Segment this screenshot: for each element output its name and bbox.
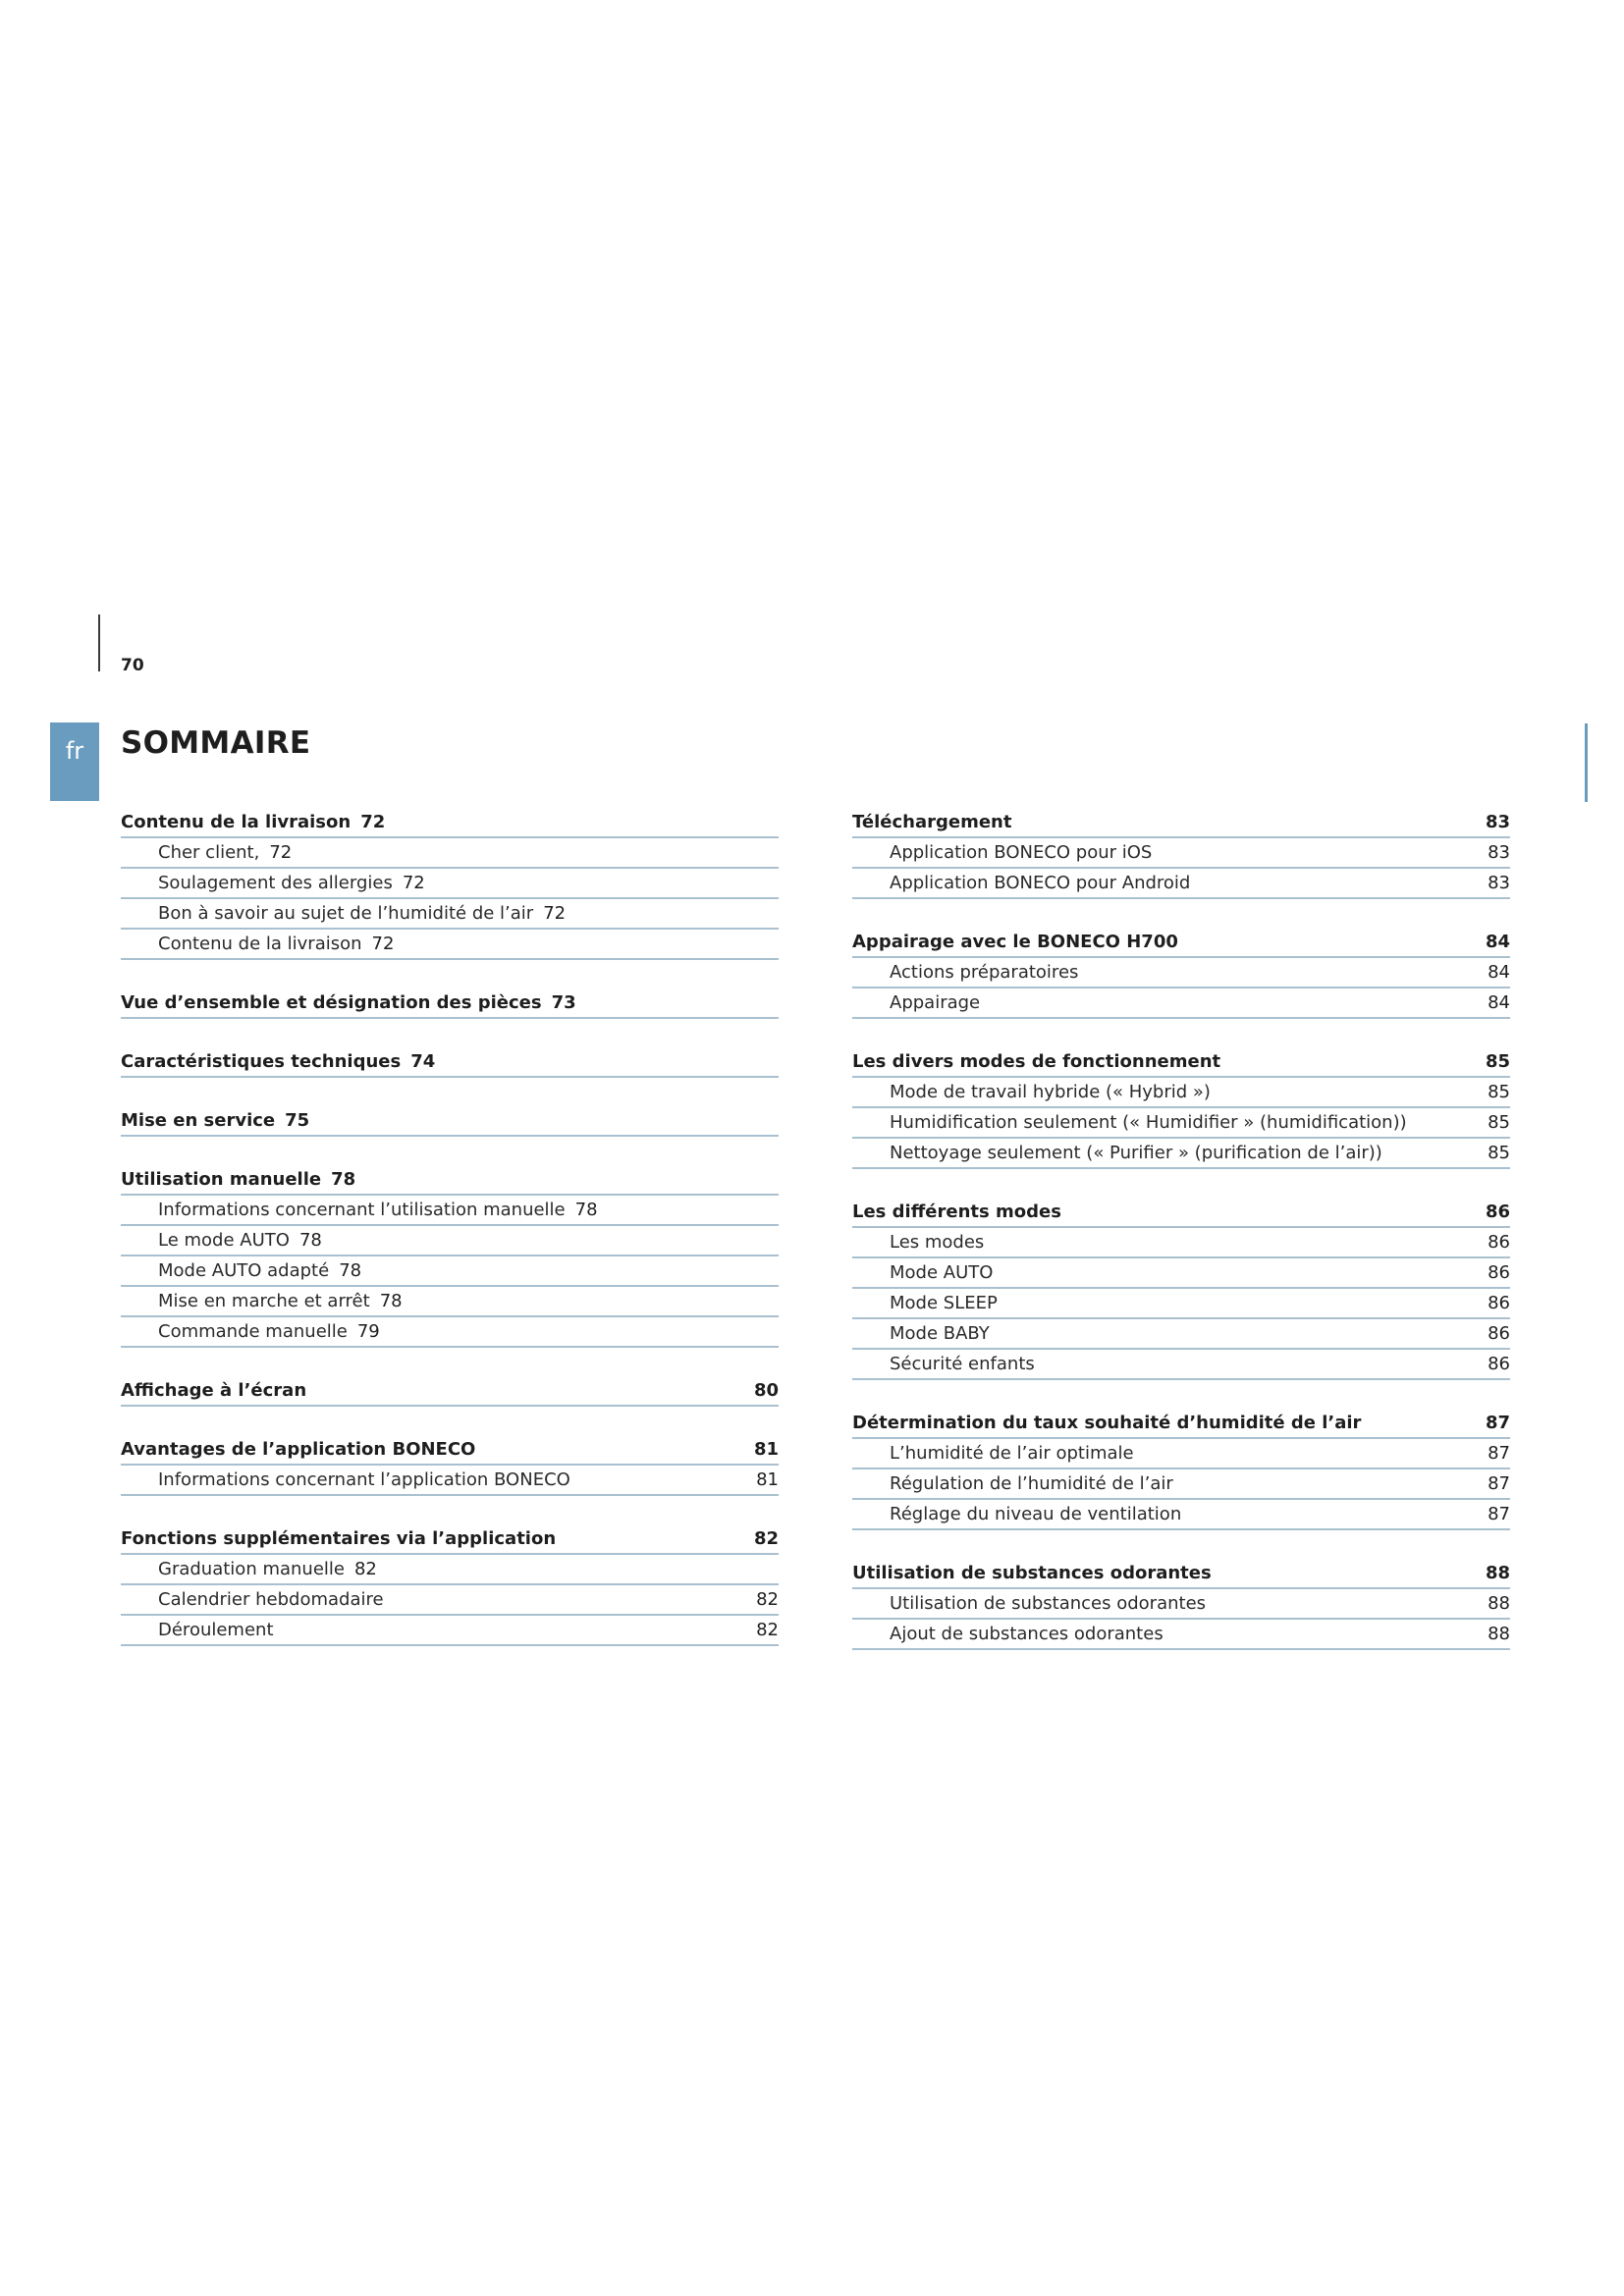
- toc-entry-title: Le mode AUTO: [158, 1230, 290, 1251]
- toc-entry-title: Humidification seulement (« Humidifier » (humidification)): [890, 1112, 1407, 1133]
- toc-section-heading[interactable]: [852, 1048, 1510, 1078]
- toc-entry-title: Mode AUTO adapté: [158, 1260, 330, 1281]
- toc-entry-title: Informations concernant l’application BONECO: [158, 1469, 570, 1490]
- toc-gap: [121, 1020, 779, 1048]
- toc-gap: [121, 961, 779, 989]
- toc-entry-page: 72: [360, 812, 386, 832]
- toc-section-heading[interactable]: [121, 1048, 779, 1078]
- toc-entry-title: Cher client,: [158, 842, 260, 863]
- toc-entry-page: 85: [1488, 1143, 1510, 1163]
- toc-entry[interactable]: [121, 870, 779, 899]
- toc-entry[interactable]: [852, 1140, 1510, 1169]
- toc-entry-page: 83: [1488, 873, 1510, 893]
- toc-section-heading[interactable]: [121, 1107, 779, 1137]
- toc-entry[interactable]: [852, 959, 1510, 988]
- toc-entry[interactable]: [121, 1257, 779, 1287]
- toc-entry-title: Actions préparatoires: [890, 962, 1079, 983]
- toc-entry-page: 85: [1488, 1112, 1510, 1133]
- toc-entry[interactable]: [852, 1229, 1510, 1258]
- toc-entry-page: 84: [1488, 962, 1510, 983]
- right-margin-rule: [1585, 723, 1588, 802]
- toc-entry-page: 75: [285, 1110, 310, 1131]
- toc-entry-title: Nettoyage seulement (« Purifier » (purification de l’air)): [890, 1143, 1382, 1163]
- toc-section-heading[interactable]: [121, 989, 779, 1019]
- toc-entry-title: Graduation manuelle: [158, 1559, 345, 1579]
- toc-entry-title: Calendrier hebdomadaire: [158, 1589, 384, 1610]
- toc-section-heading[interactable]: [121, 1525, 779, 1555]
- toc-section-heading[interactable]: [852, 1199, 1510, 1228]
- toc-gap: [852, 900, 1510, 929]
- toc-entry-page: 86: [1488, 1293, 1510, 1313]
- toc-entry-page: 78: [298, 1230, 322, 1251]
- toc-section-heading[interactable]: [121, 1436, 779, 1466]
- toc-entry-title: Mise en marche et arrêt: [158, 1291, 370, 1311]
- toc-entry-page: 72: [269, 842, 293, 863]
- toc-gap: [852, 1381, 1510, 1410]
- toc-entry-title: Contenu de la livraison: [158, 934, 362, 954]
- toc-gap: [852, 1531, 1510, 1560]
- toc-entry-title: Réglage du niveau de ventilation: [890, 1504, 1182, 1524]
- toc-entry-page: 87: [1488, 1473, 1510, 1494]
- toc-entry[interactable]: [852, 1351, 1510, 1380]
- toc-entry[interactable]: [852, 1501, 1510, 1530]
- toc-entry-title: Appairage avec le BONECO H700: [852, 932, 1178, 952]
- toc-section-heading[interactable]: [852, 929, 1510, 958]
- toc-entry[interactable]: [852, 1470, 1510, 1500]
- toc-entry-title: Mode BABY: [890, 1323, 990, 1344]
- toc-entry-title: Les différents modes: [852, 1201, 1061, 1222]
- toc-entry-title: Les divers modes de fonctionnement: [852, 1051, 1221, 1072]
- toc-entry[interactable]: [852, 1290, 1510, 1319]
- toc-entry-title: Application BONECO pour iOS: [890, 842, 1153, 863]
- toc-entry-title: Utilisation de substances odorantes: [890, 1593, 1207, 1614]
- toc-entry-page: 86: [1488, 1323, 1510, 1344]
- toc-entry-page: 72: [402, 873, 425, 893]
- toc-entry-title: Utilisation de substances odorantes: [852, 1563, 1212, 1583]
- toc-entry-page: 79: [356, 1321, 380, 1342]
- toc-entry[interactable]: [852, 989, 1510, 1019]
- toc-section-heading[interactable]: [852, 1410, 1510, 1439]
- toc-entry-page: 87: [1488, 1443, 1510, 1464]
- toc-entry[interactable]: [852, 1109, 1510, 1139]
- toc-gap: [121, 1497, 779, 1525]
- toc-entry[interactable]: [852, 1590, 1510, 1620]
- toc-section-heading[interactable]: [121, 1166, 779, 1196]
- toc-gap: [852, 1020, 1510, 1048]
- toc-gap: [121, 1079, 779, 1107]
- toc-entry-page: 82: [753, 1528, 779, 1549]
- language-tab: fr: [50, 722, 99, 801]
- toc-entry-page: 81: [753, 1439, 779, 1460]
- toc-entry-page: 86: [1488, 1232, 1510, 1253]
- toc-entry-page: 86: [1485, 1201, 1510, 1222]
- toc-entry-title: Caractéristiques techniques: [121, 1051, 402, 1072]
- toc-entry-title: Appairage: [890, 992, 981, 1013]
- toc-entry[interactable]: [852, 1440, 1510, 1469]
- toc-entry-page: 81: [756, 1469, 779, 1490]
- toc-entry-page: 84: [1488, 992, 1510, 1013]
- toc-entry-page: 87: [1485, 1413, 1510, 1433]
- toc-entry-title: Mode de travail hybride (« Hybrid »): [890, 1082, 1211, 1102]
- toc-entry-page: 85: [1488, 1082, 1510, 1102]
- toc-entry[interactable]: [121, 1288, 779, 1317]
- header-rule: [98, 614, 100, 671]
- toc-entry-page: 87: [1488, 1504, 1510, 1524]
- toc-section-heading[interactable]: [121, 809, 779, 838]
- toc-gap: [121, 1138, 779, 1166]
- toc-section-heading[interactable]: [852, 809, 1510, 838]
- toc-entry-title: Régulation de l’humidité de l’air: [890, 1473, 1173, 1494]
- toc-entry-title: Application BONECO pour Android: [890, 873, 1191, 893]
- toc-entry-title: Informations concernant l’utilisation manuelle: [158, 1200, 566, 1220]
- toc-entry-title: Contenu de la livraison: [121, 812, 352, 832]
- toc-right-column: [852, 809, 1510, 1651]
- toc-entry-title: Commande manuelle: [158, 1321, 348, 1342]
- toc-entry[interactable]: [852, 1320, 1510, 1350]
- toc-gap: [121, 1349, 779, 1377]
- toc-entry[interactable]: [121, 1318, 779, 1348]
- toc-entry-title: Sécurité enfants: [890, 1354, 1035, 1374]
- toc-entry-title: Les modes: [890, 1232, 985, 1253]
- toc-entry-title: Affichage à l’écran: [121, 1380, 307, 1401]
- toc-entry[interactable]: [852, 1621, 1510, 1650]
- toc-entry-title: L’humidité de l’air optimale: [890, 1443, 1134, 1464]
- toc-gap: [121, 1408, 779, 1436]
- toc-section-heading[interactable]: [121, 1377, 779, 1407]
- toc-entry-page: 84: [1485, 932, 1510, 952]
- toc-entry-title: Déroulement: [158, 1620, 274, 1640]
- toc-entry-page: 83: [1485, 812, 1510, 832]
- toc-entry-title: Mise en service: [121, 1110, 276, 1131]
- toc-entry-title: Détermination du taux souhaité d’humidité de l’air: [852, 1413, 1362, 1433]
- toc-entry[interactable]: [852, 1079, 1510, 1108]
- toc-left-column: [121, 809, 779, 1647]
- toc-entry[interactable]: [852, 870, 1510, 899]
- toc-entry-page: 82: [756, 1589, 779, 1610]
- toc-entry[interactable]: [121, 931, 779, 960]
- toc-entry-title: Mode AUTO: [890, 1262, 994, 1283]
- toc-entry[interactable]: [852, 839, 1510, 869]
- toc-entry-page: 73: [551, 992, 576, 1013]
- toc-entry[interactable]: [121, 1197, 779, 1226]
- toc-entry[interactable]: [121, 1617, 779, 1646]
- toc-entry[interactable]: [121, 1467, 779, 1496]
- toc-entry-page: 72: [543, 903, 567, 924]
- toc-entry-title: Vue d’ensemble et désignation des pièces: [121, 992, 542, 1013]
- toc-entry[interactable]: [121, 1556, 779, 1585]
- toc-entry-page: 72: [371, 934, 395, 954]
- toc-entry-page: 82: [756, 1620, 779, 1640]
- toc-entry[interactable]: [121, 900, 779, 930]
- toc-entry-page: 88: [1485, 1563, 1510, 1583]
- toc-entry-title: Mode SLEEP: [890, 1293, 998, 1313]
- toc-entry-title: Téléchargement: [852, 812, 1012, 832]
- toc-entry-page: 82: [353, 1559, 377, 1579]
- toc-entry-page: 78: [379, 1291, 403, 1311]
- toc-gap: [852, 1170, 1510, 1199]
- toc-entry-page: 74: [410, 1051, 436, 1072]
- toc-entry-title: Fonctions supplémentaires via l’application: [121, 1528, 557, 1549]
- toc-entry-page: 86: [1488, 1354, 1510, 1374]
- toc-entry-page: 88: [1488, 1624, 1510, 1644]
- toc-entry-page: 86: [1488, 1262, 1510, 1283]
- toc-entry[interactable]: [121, 839, 779, 869]
- toc-entry[interactable]: [121, 1586, 779, 1616]
- toc-entry-title: Bon à savoir au sujet de l’humidité de l’air: [158, 903, 534, 924]
- toc-entry-page: 85: [1485, 1051, 1510, 1072]
- toc-entry-page: 78: [331, 1169, 356, 1190]
- toc-section-heading[interactable]: [852, 1560, 1510, 1589]
- toc-entry-page: 78: [339, 1260, 362, 1281]
- toc-entry-page: 83: [1488, 842, 1510, 863]
- toc-entry-page: 88: [1488, 1593, 1510, 1614]
- toc-entry[interactable]: [852, 1259, 1510, 1289]
- toc-entry-page: 80: [753, 1380, 779, 1401]
- page-number: 70: [121, 656, 144, 675]
- page-title: SOMMAIRE: [121, 725, 311, 761]
- toc-entry-title: Avantages de l’application BONECO: [121, 1439, 476, 1460]
- toc-entry-title: Ajout de substances odorantes: [890, 1624, 1164, 1644]
- toc-entry[interactable]: [121, 1227, 779, 1256]
- toc-entry-page: 78: [574, 1200, 598, 1220]
- toc-entry-title: Soulagement des allergies: [158, 873, 393, 893]
- toc-entry-title: Utilisation manuelle: [121, 1169, 322, 1190]
